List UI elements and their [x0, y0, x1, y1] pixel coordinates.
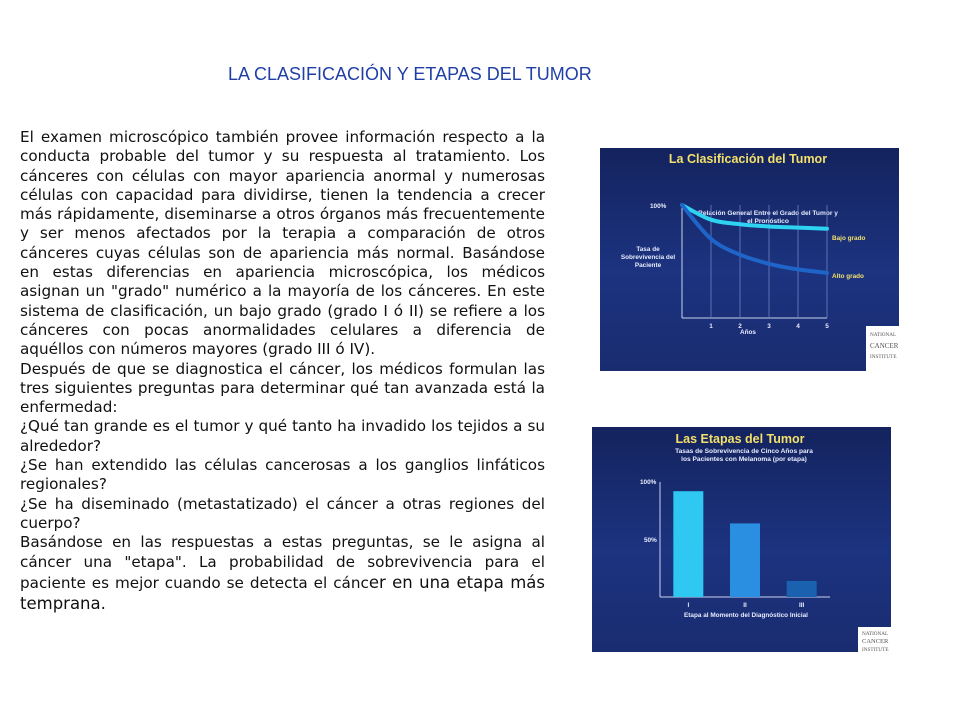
chart1-xtick-label: 4: [796, 323, 800, 330]
chart1-xtick-label: 3: [767, 323, 771, 330]
svg-text:INSTITUTE: INSTITUTE: [862, 647, 889, 652]
bar-etapa-I: [673, 491, 703, 597]
chart1-xtick-label: 1: [709, 323, 713, 330]
svg-text:CANCER: CANCER: [870, 342, 899, 350]
chart2-title: Las Etapas del Tumor: [675, 432, 805, 446]
chart1-xtick-label: 5: [825, 323, 829, 330]
staging-chart-slide: [592, 427, 891, 652]
page-title: LA CLASIFICACIÓN Y ETAPAS DEL TUMOR: [228, 64, 592, 84]
paragraph-grading: El examen microscópico también provee información respecto a la conducta probable del tumor y su respuesta al tratamiento. Los cánceres con células con mayor apariencia anormal y numerosas células con capacidad para dividirse, tienen la tendencia a crecer más rápidamente, diseminarse a otros órganos más frecuentemente y ser menos afectados por la terapia a comparación de otros cánceres cuyas células son de apariencia más normal. Basándose en estas diferencias en apariencia microscópica, los médicos asignan un "grado" numérico a la mayoría de los cánceres. En este sistema de clasificación, un bajo grado (grado I ó II) se refiere a los cánceres con pocas anormalidades celulares a diferencia de aquéllos con números mayores (grado III ó IV).: [20, 128, 545, 359]
chart2-subtitle: Tasas de Sobrevivencia de Cinco Años para los Pacientes con Melanoma (por etapa): [675, 448, 813, 464]
body-text: [20, 128, 545, 614]
chart2-xlabel: Etapa al Momento del Diagnóstico Inicial: [684, 612, 808, 619]
svg-text:INSTITUTE: INSTITUTE: [870, 354, 897, 360]
question-2: ¿Se han extendido las células cancerosas a los ganglios linfáticos regionales?: [20, 456, 545, 494]
paragraph-staging-start: Basándose en las respuestas a estas preguntas, se le asigna al cáncer una "etapa". La probabilidad de sobrevivencia para el paciente es mejor cuando se detecta el cánc: [20, 533, 545, 592]
chart2-ytick-100: 100%: [640, 479, 657, 486]
chart2-xtick-label: I: [687, 602, 690, 609]
chart1-legend-low: Bajo grado: [832, 235, 866, 242]
chart2-xtick-label: II: [743, 602, 747, 609]
chart1-title: La Clasificación del Tumor: [668, 152, 828, 166]
grading-chart-slide: [600, 148, 899, 371]
chart1-legend-high: Alto grado: [832, 273, 864, 280]
paragraph-staging-end: er en una etapa más temprana.: [20, 572, 545, 614]
staging-chart: [592, 427, 891, 652]
chart1-ylabel: Tasa de Sobrevivencia del Paciente: [620, 246, 676, 269]
bar-etapa-III: [787, 581, 817, 597]
chart2-xtick-label: III: [799, 602, 805, 609]
nci-logo-mark: NATIONAL: [862, 631, 889, 637]
question-1: ¿Qué tan grande es el tumor y qué tanto ha invadido los tejidos a su alrededor?: [20, 417, 545, 455]
chart1-xlabel: Años: [740, 329, 756, 336]
chart2-ytick-50: 50%: [644, 537, 657, 544]
nci-logo-mark: NATIONAL: [870, 332, 897, 338]
svg-text:CANCER: CANCER: [862, 638, 889, 645]
chart1-xtick-label: 2: [738, 323, 742, 330]
chart1-ytick-100: 100%: [650, 203, 667, 210]
paragraph-questions-intro: Después de que se diagnostica el cáncer, los médicos formulan las tres siguientes preguntas para determinar qué tan avanzada está la enfermedad:: [20, 359, 545, 417]
grading-chart: [600, 148, 899, 371]
bar-etapa-II: [730, 523, 760, 597]
paragraph-staging: [20, 533, 545, 614]
question-3: ¿Se ha diseminado (metastatizado) el cáncer a otras regiones del cuerpo?: [20, 494, 545, 532]
chart1-subtitle: Relación General Entre el Grado del Tumor y el Pronóstico: [698, 210, 838, 226]
